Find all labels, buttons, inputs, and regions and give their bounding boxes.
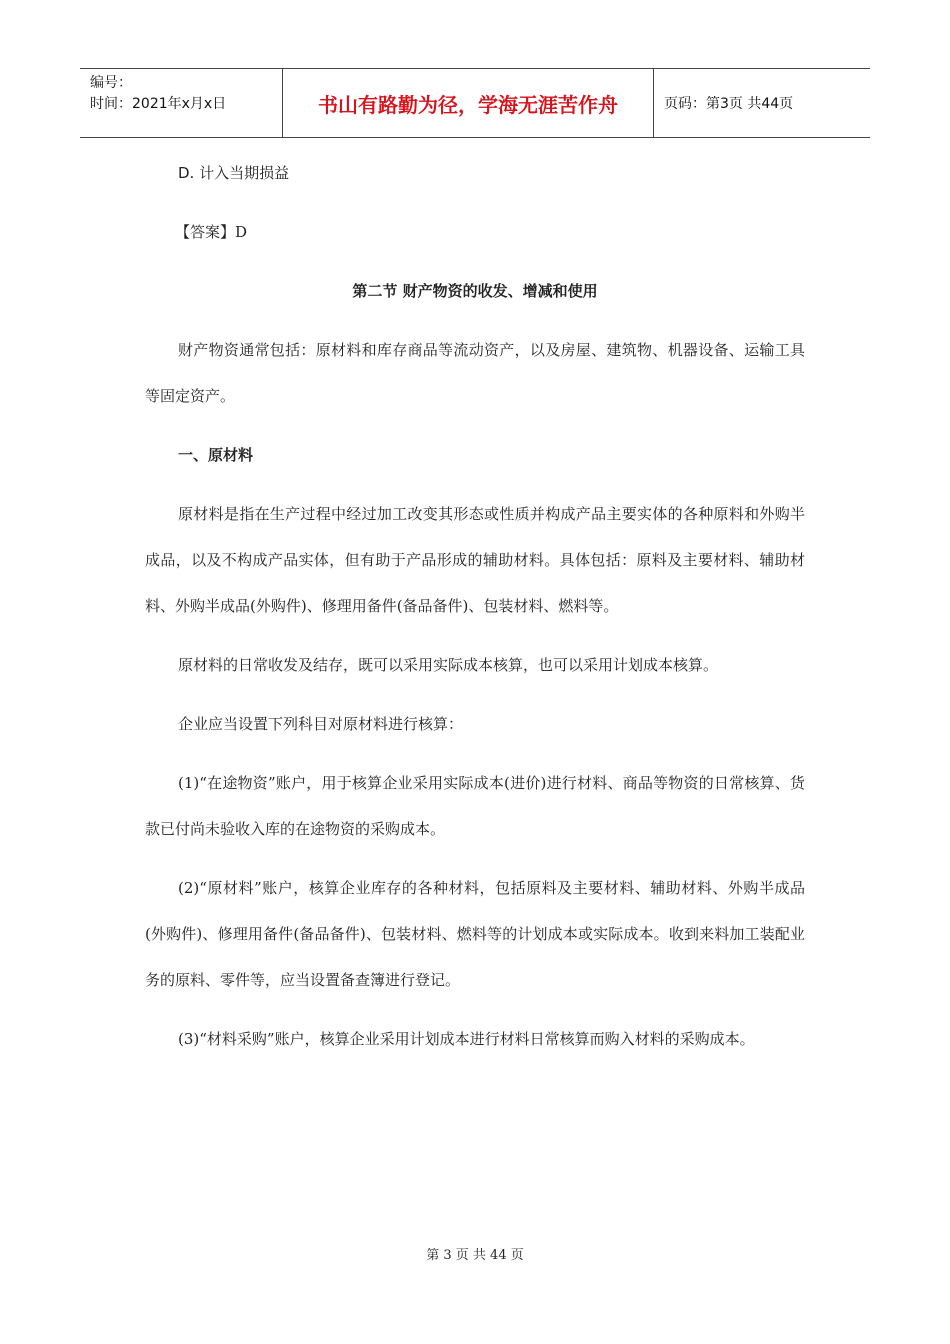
- paragraph-raw-materials-definition: 原材料是指在生产过程中经过加工改变其形态或性质并构成产品主要实体的各种原料和外购半成品，以及不构成产品实体，但有助于产品形成的辅助材料。具体包括：原料及主要材料、辅助材料、外购半成品(外购件)、修理用备件(备品备件)、包装材料、燃料等。: [145, 505, 805, 615]
- intro-paragraph: 财产物资通常包括：原材料和库存商品等流动资产，以及房屋、建筑物、机器设备、运输工具等固定资产。: [145, 341, 805, 405]
- paragraph-costing-methods: 原材料的日常收发及结存，既可以采用实际成本核算，也可以采用计划成本核算。: [178, 656, 719, 674]
- option-d: D. 计入当期损益: [178, 164, 290, 182]
- header-page-label: 页码：第3页 共44页: [664, 96, 794, 112]
- paragraph-accounts-intro: 企业应当设置下列科目对原材料进行核算：: [178, 715, 464, 733]
- list-item-raw-materials-account: (2)“原材料”账户，核算企业库存的各种材料，包括原料及主要材料、辅助材料、外购半成品(外购件)、修理用备件(备品备件)、包装材料、燃料等的计划成本或实际成本。收到来料加工装配业务的原料、零件等，应当设置备查簿进行登记。: [145, 879, 805, 989]
- page-header: [80, 68, 870, 138]
- header-motto: 书山有路勤为径，学海无涯苦作舟: [282, 69, 654, 137]
- page-footer: 第 3 页 共 44 页: [426, 1248, 524, 1263]
- list-item-materials-in-transit: (1)“在途物资”账户，用于核算企业采用实际成本(进价)进行材料、商品等物资的日常核算、货款已付尚未验收入库的在途物资的采购成本。: [145, 774, 805, 838]
- document-body: [145, 150, 805, 1075]
- subsection-title: 一、原材料: [178, 446, 254, 464]
- header-meta: [80, 69, 282, 137]
- section-title: 第二节 财产物资的收发、增减和使用: [352, 282, 598, 300]
- document-time-label: 时间：2021年x月x日: [90, 96, 227, 112]
- list-item-materials-purchase: (3)“材料采购”账户，核算企业采用计划成本进行材料日常核算而购入材料的采购成本。: [178, 1030, 755, 1048]
- document-number-label: 编号：: [90, 75, 132, 91]
- answer: 【答案】D: [175, 223, 248, 241]
